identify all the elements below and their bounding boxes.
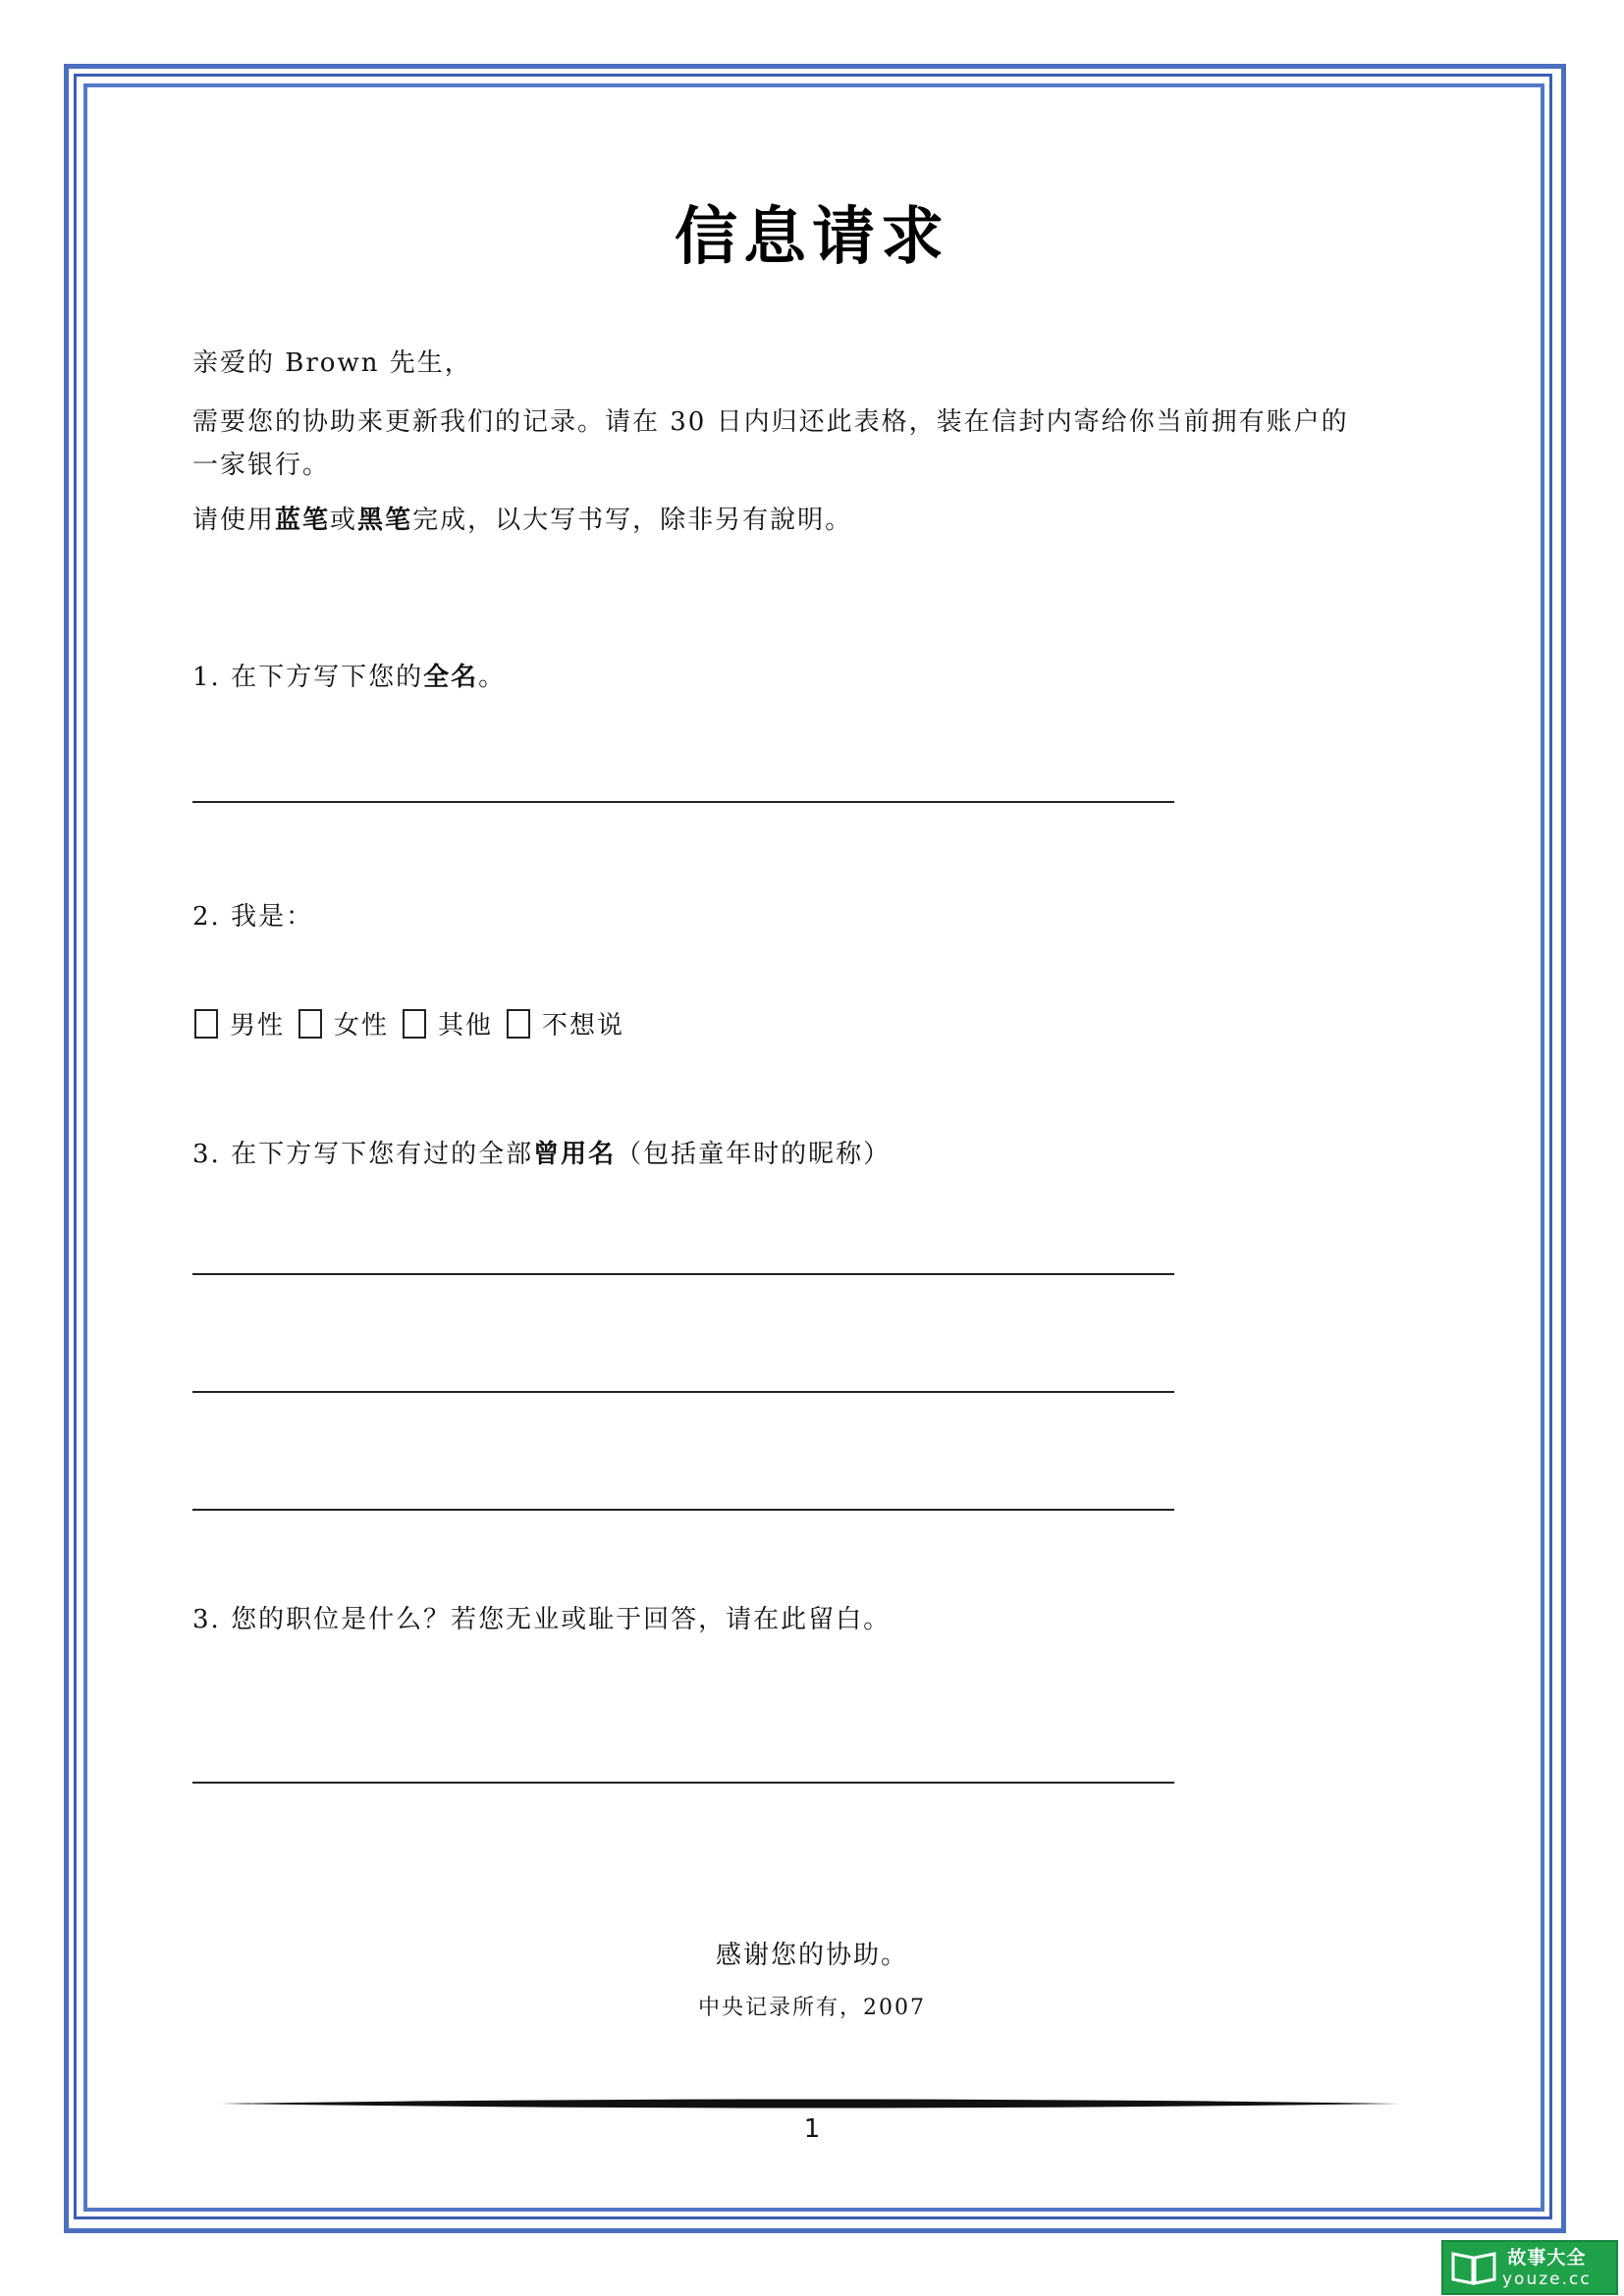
instruction (192, 499, 852, 542)
watermark-url: youze.cc (1502, 2269, 1592, 2289)
copyright-text: 中央记录所有，2007 (698, 1996, 926, 2020)
q3-suffix: （包括童年时的昵称） (616, 1140, 892, 1169)
former-name-line-3[interactable] (192, 1509, 1174, 1511)
former-name-line-2[interactable] (192, 1391, 1174, 1393)
question-1 (192, 656, 506, 699)
option-female-label: 女性 (334, 1011, 390, 1041)
job-title-line[interactable] (192, 1782, 1174, 1784)
document-title: 信息请求 (675, 201, 949, 274)
instruction-part2: 完成，以大写书写，除非另有說明。 (412, 506, 853, 535)
book-icon (1449, 2246, 1498, 2289)
instruction-pen-black: 黑笔 (357, 506, 413, 535)
checkbox-male[interactable] (194, 1009, 218, 1039)
question-3 (192, 1133, 891, 1176)
q1-suffix: 。 (478, 663, 507, 692)
intro-line-2: 一家银行。 (192, 451, 331, 480)
q1-bold: 全名 (423, 663, 479, 692)
option-other[interactable] (403, 1005, 493, 1041)
intro-line-1: 需要您的协助来更新我们的记录。请在 30 日内归还此表格，装在信封内寄给你当前拥有账户的 (192, 407, 1349, 437)
option-prefer-not-label: 不想说 (542, 1011, 625, 1041)
checkbox-other[interactable] (403, 1009, 426, 1039)
page-number: 1 (803, 2114, 821, 2144)
gender-options (194, 1005, 638, 1041)
watermark-brand: 故事大全 (1507, 2247, 1587, 2269)
instruction-conj: 或 (330, 506, 358, 535)
option-female[interactable] (298, 1005, 389, 1041)
q3-bold: 曾用名 (533, 1140, 617, 1169)
checkbox-female[interactable] (298, 1009, 322, 1039)
question-4: 3. 您的职位是什么？若您无业或耻于回答，请在此留白。 (192, 1605, 892, 1634)
question-2: 2. 我是： (192, 902, 314, 932)
former-name-line-1[interactable] (192, 1273, 1174, 1275)
q1-prefix: 1. 在下方写下您的 (192, 663, 424, 692)
option-male-label: 男性 (230, 1011, 286, 1041)
option-prefer-not[interactable] (507, 1005, 624, 1041)
thanks-text: 感谢您的协助。 (715, 1941, 908, 1970)
footer-divider (221, 2098, 1399, 2109)
full-name-line[interactable] (192, 801, 1174, 803)
instruction-part1: 请使用 (192, 506, 276, 535)
checkbox-prefer-not[interactable] (507, 1009, 530, 1039)
instruction-pen-blue: 蓝笔 (275, 506, 331, 535)
option-other-label: 其他 (438, 1011, 494, 1041)
watermark-badge (1441, 2240, 1618, 2295)
option-male[interactable] (194, 1005, 285, 1041)
q3-prefix: 3. 在下方写下您有过的全部 (192, 1140, 534, 1169)
greeting: 亲爱的 Brown 先生， (192, 348, 472, 378)
